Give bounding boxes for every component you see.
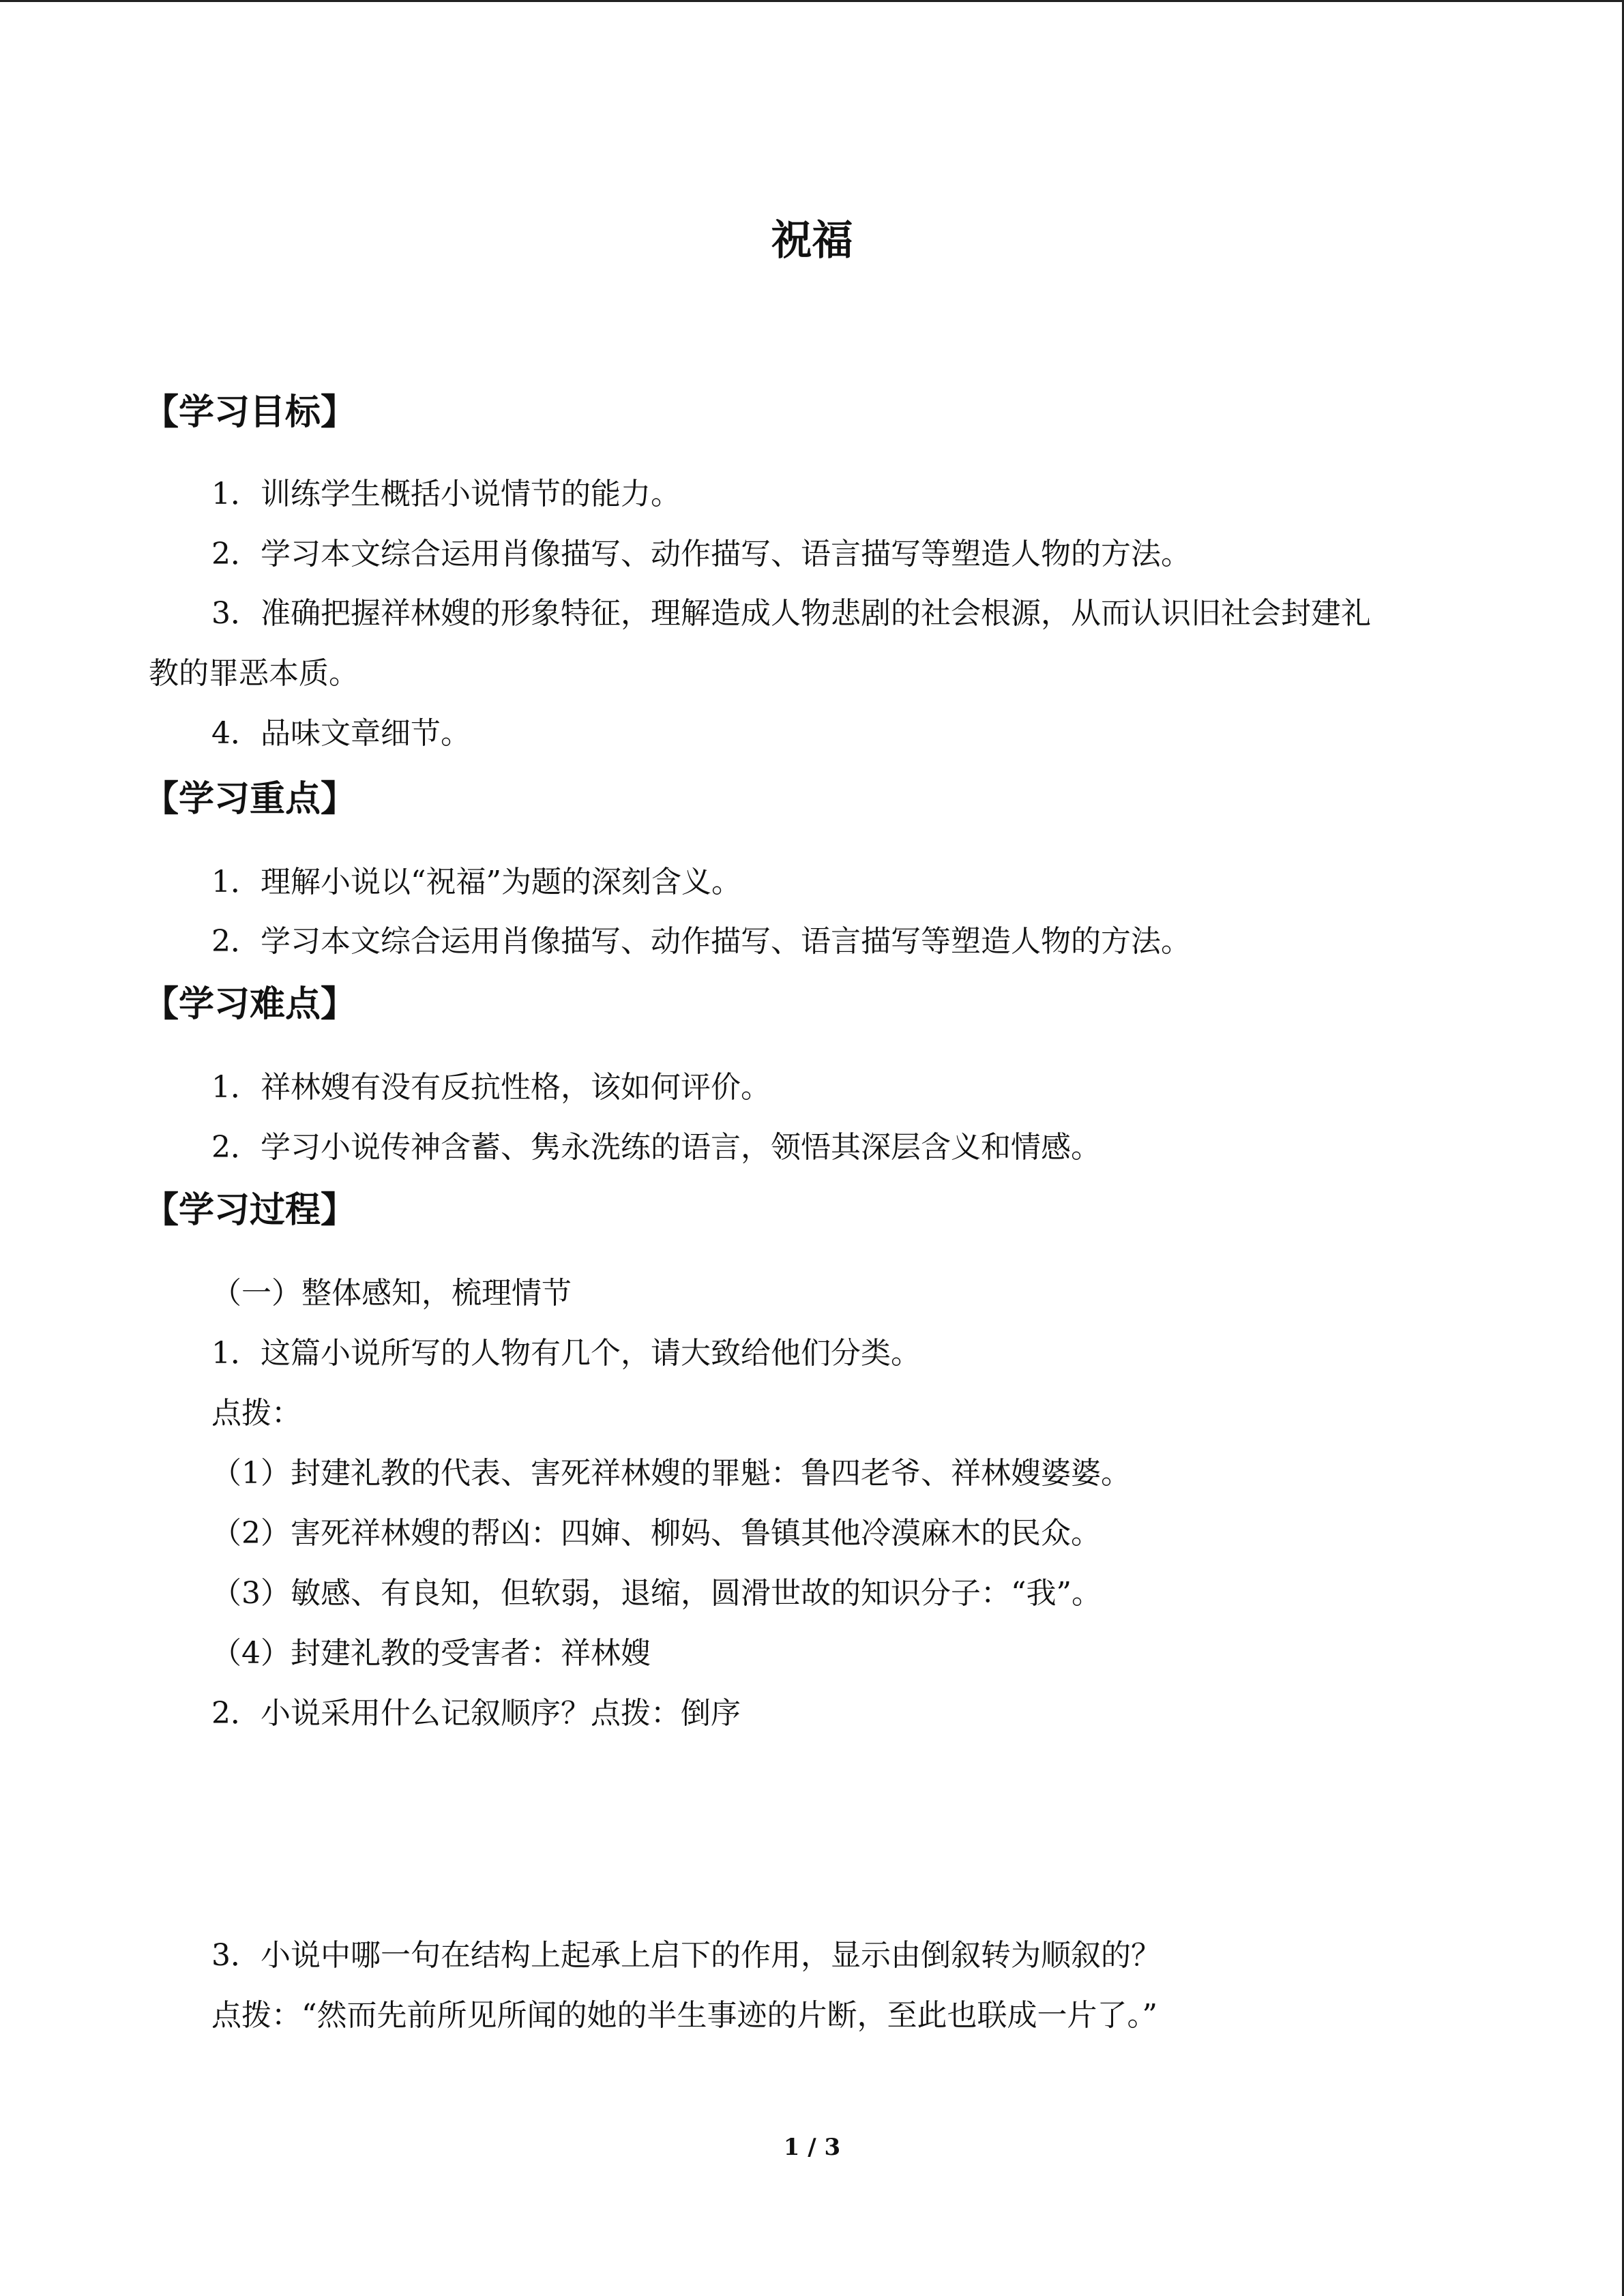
process-question-3: 3．小说中哪一句在结构上起承上启下的作用，显示由倒叙转为顺叙的？ xyxy=(211,1938,1161,1973)
process-question-2: 2．小说采用什么记叙顺序？点拨：倒序 xyxy=(211,1696,741,1731)
process-hint-label: 点拨： xyxy=(211,1396,301,1431)
difficulty-item-2: 2．学习小说传神含蓄、隽永洗练的语言，领悟其深层含义和情感。 xyxy=(211,1130,1101,1165)
section-heading-process: 【学习过程】 xyxy=(143,1190,357,1231)
page-border-top xyxy=(0,0,1624,2)
objective-item-1: 1．训练学生概括小说情节的能力。 xyxy=(211,477,681,511)
objective-item-2: 2．学习本文综合运用肖像描写、动作描写、语言描写等塑造人物的方法。 xyxy=(211,537,1191,571)
process-subsection-1: （一）整体感知，梳理情节 xyxy=(211,1276,572,1311)
section-heading-difficulties: 【学习难点】 xyxy=(143,984,357,1025)
section-heading-objectives: 【学习目标】 xyxy=(143,392,357,433)
objective-item-4: 4．品味文章细节。 xyxy=(211,716,471,751)
key-point-item-1: 1．理解小说以“祝福”为题的深刻含义。 xyxy=(211,865,741,899)
process-answer-4: （4）封建礼教的受害者：祥林嫂 xyxy=(211,1636,651,1671)
key-point-item-2: 2．学习本文综合运用肖像描写、动作描写、语言描写等塑造人物的方法。 xyxy=(211,924,1191,959)
document-title: 祝福 xyxy=(771,217,853,265)
process-answer-3: （3）敏感、有良知，但软弱，退缩，圆滑世故的知识分子：“我”。 xyxy=(211,1576,1102,1611)
objective-item-3-continued: 教的罪恶本质。 xyxy=(149,656,359,691)
page-number: 1 / 3 xyxy=(783,2134,841,2161)
section-heading-key-points: 【学习重点】 xyxy=(143,779,357,820)
objective-item-3: 3．准确把握祥林嫂的形象特征，理解造成人物悲剧的社会根源，从而认识旧社会封建礼 xyxy=(211,596,1371,631)
process-question-1: 1．这篇小说所写的人物有几个，请大致给他们分类。 xyxy=(211,1336,921,1371)
process-question-3-hint: 点拨：“然而先前所见所闻的她的半生事迹的片断，至此也联成一片了。” xyxy=(211,1998,1157,2033)
process-answer-2: （2）害死祥林嫂的帮凶：四婶、柳妈、鲁镇其他冷漠麻木的民众。 xyxy=(211,1516,1101,1551)
difficulty-item-1: 1．祥林嫂有没有反抗性格，该如何评价。 xyxy=(211,1070,771,1105)
process-answer-1: （1）封建礼教的代表、害死祥林嫂的罪魁：鲁四老爷、祥林嫂婆婆。 xyxy=(211,1456,1131,1491)
